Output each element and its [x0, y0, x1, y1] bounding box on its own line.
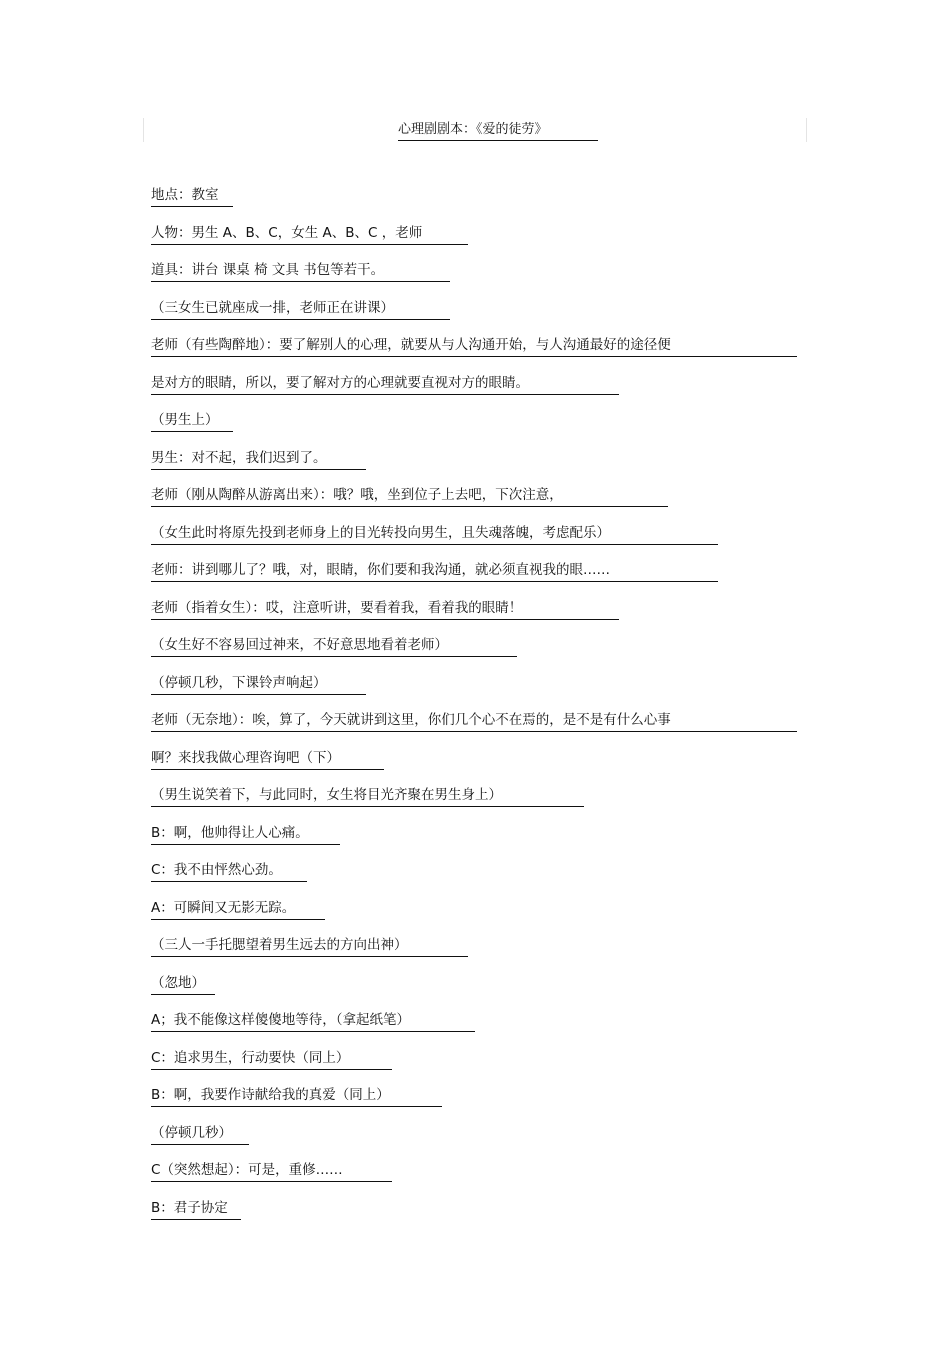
script-line	[151, 299, 811, 337]
script-line	[151, 749, 811, 787]
script-line	[151, 1199, 811, 1237]
script-line	[151, 786, 811, 824]
script-line	[151, 261, 811, 299]
dialogue-line: 是对方的眼睛，所以，要了解对方的心理就要直视对方的眼睛。	[151, 374, 619, 395]
dialogue-line: 老师（无奈地）：唉，算了，今天就讲到这里，你们几个心不在焉的，是不是有什么心事	[151, 711, 797, 732]
script-line	[151, 861, 811, 899]
line-props: 道具：讲台 课桌 椅 文具 书包等若干。	[151, 261, 450, 282]
script-line	[151, 1161, 811, 1199]
dialogue-line: 老师（刚从陶醉从游离出来）：哦？哦，坐到位子上去吧，下次注意，	[151, 486, 668, 507]
script-line	[151, 374, 811, 412]
script-line	[151, 1011, 811, 1049]
dialogue-line: A：可瞬间又无影无踪。	[151, 899, 325, 920]
script-line	[151, 1086, 811, 1124]
script-line	[151, 186, 811, 224]
script-line	[151, 524, 811, 562]
script-line	[151, 936, 811, 974]
dialogue-line: 男生：对不起，我们迟到了。	[151, 449, 366, 470]
dialogue-line: C：我不由怦然心劲。	[151, 861, 307, 882]
script-line	[151, 974, 811, 1012]
script-line	[151, 1049, 811, 1087]
dialogue-line: B：君子协定	[151, 1199, 241, 1220]
stage-direction: （男生说笑着下，与此同时，女生将目光齐聚在男生身上）	[151, 786, 584, 807]
script-line	[151, 899, 811, 937]
dialogue-line: 老师：讲到哪儿了？哦，对，眼睛，你们要和我沟通，就必须直视我的眼……	[151, 561, 718, 582]
stage-direction: （男生上）	[151, 411, 233, 432]
right-margin-mark	[806, 118, 807, 142]
dialogue-line: 啊？来找我做心理咨询吧（下）	[151, 749, 384, 770]
stage-direction: （女生此时将原先投到老师身上的目光转投向男生，且失魂落魄，考虑配乐）	[151, 524, 718, 545]
script-line	[151, 674, 811, 712]
script-line	[151, 411, 811, 449]
script-line	[151, 711, 811, 749]
script-line	[151, 486, 811, 524]
script-line	[151, 561, 811, 599]
line-characters: 人物：男生 A、B、C，女生 A、B、C ，老师	[151, 224, 468, 245]
stage-direction: （三女生已就座成一排，老师正在讲课）	[151, 299, 450, 320]
dialogue-line: C（突然想起）：可是，重修……	[151, 1161, 392, 1182]
script-line	[151, 636, 811, 674]
script-line	[151, 1124, 811, 1162]
dialogue-line: C：追求男生，行动要快（同上）	[151, 1049, 392, 1070]
stage-direction: （停顿几秒，下课铃声响起）	[151, 674, 366, 695]
dialogue-line: 老师（有些陶醉地）：要了解别人的心理，就要从与人沟通开始，与人沟通最好的途径便	[151, 336, 797, 357]
stage-direction: （停顿几秒）	[151, 1124, 249, 1145]
stage-direction: （忽地）	[151, 974, 215, 995]
script-line	[151, 449, 811, 487]
dialogue-line: 老师（指着女生）：哎，注意听讲，要看着我，看着我的眼睛！	[151, 599, 619, 620]
script-body	[151, 186, 811, 1236]
line-location: 地点：教室	[151, 186, 233, 207]
dialogue-line: B：啊，我要作诗献给我的真爱（同上）	[151, 1086, 442, 1107]
document-title: 心理剧剧本：《爱的徒劳》	[398, 121, 598, 141]
stage-direction: （女生好不容易回过神来，不好意思地看着老师）	[151, 636, 517, 657]
script-line	[151, 224, 811, 262]
stage-direction: （三人一手托腮望着男生远去的方向出神）	[151, 936, 468, 957]
dialogue-line: A；我不能像这样傻傻地等待，（拿起纸笔）	[151, 1011, 475, 1032]
script-line	[151, 824, 811, 862]
script-line	[151, 599, 811, 637]
left-margin-mark	[143, 118, 144, 142]
script-line	[151, 336, 811, 374]
dialogue-line: B：啊，他帅得让人心痛。	[151, 824, 340, 845]
